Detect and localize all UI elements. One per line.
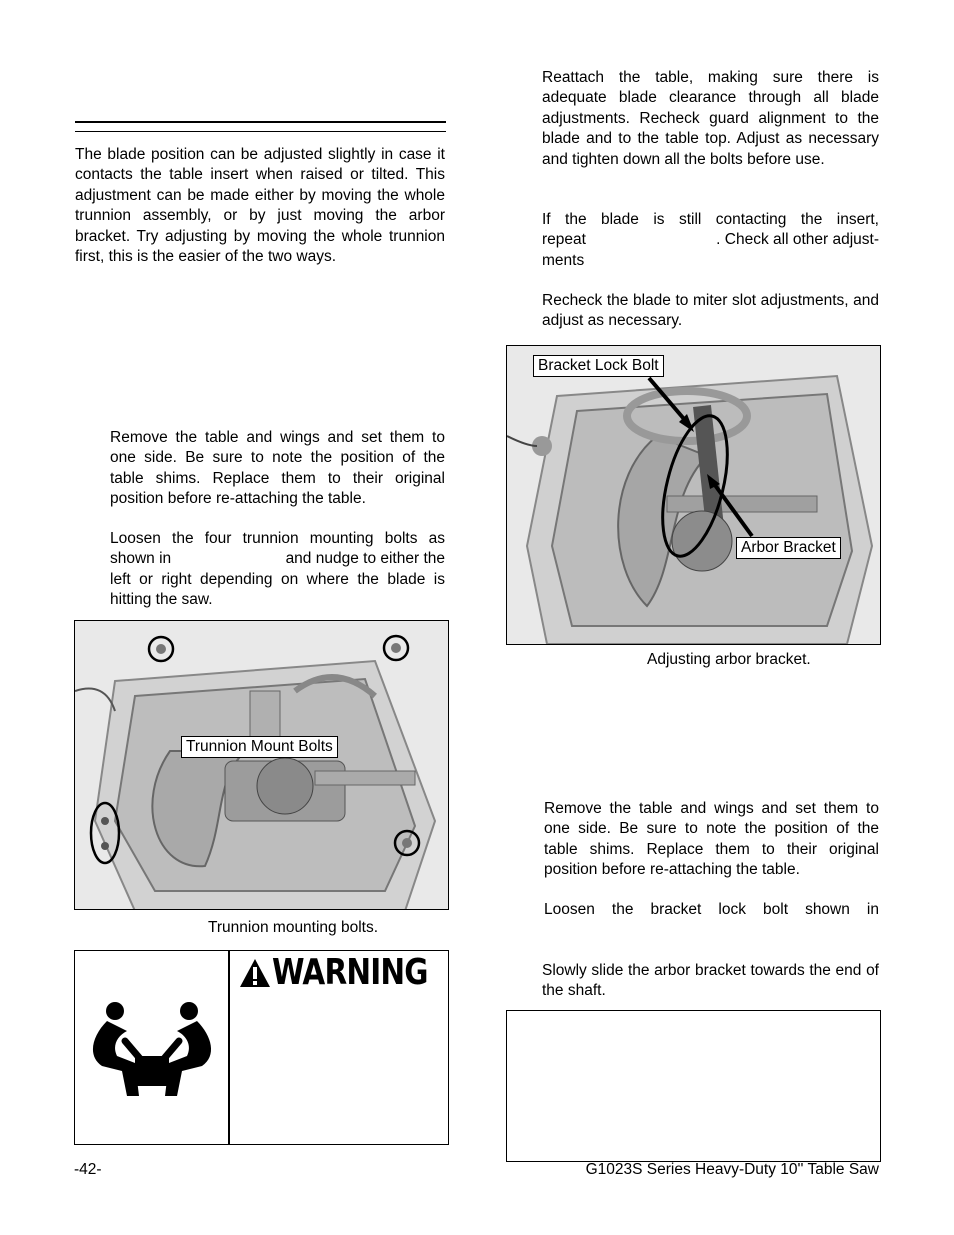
step-2-line-3: left or right depending on where the blade is hitting the saw. bbox=[110, 570, 445, 609]
right-step-1-remove-table: Remove the table and wings and set them to one side. Be sure to note the position of the table shims. Replace them to their original position before re-attaching the table. bbox=[544, 800, 879, 879]
trunnion-photo bbox=[74, 620, 449, 910]
if-line-2 bbox=[542, 230, 879, 250]
trunnion-mount-bolts-label: Trunnion Mount Bolts bbox=[181, 736, 338, 758]
step-2-loosen-bolts bbox=[110, 529, 445, 611]
right-notice-box bbox=[506, 1010, 881, 1162]
two-person-lift-icon bbox=[87, 1001, 217, 1101]
manual-title: G1023S Series Heavy-Duty 10'' Table Saw bbox=[585, 1161, 879, 1178]
section-rule bbox=[75, 121, 446, 123]
step-2-line-2-pre: shown in bbox=[110, 550, 172, 568]
bracket-lock-bolt-label: Bracket Lock Bolt bbox=[533, 355, 664, 377]
warning-divider bbox=[228, 951, 230, 1144]
page-number: -42- bbox=[74, 1161, 102, 1178]
trunnion-figure-caption: Trunnion mounting bolts. bbox=[208, 919, 379, 936]
if-line-3: ments bbox=[542, 251, 585, 269]
reattach-paragraph: Reattach the table, making sure there is adequate blade clearance through all blade adjustments. Recheck guard alignment to the blade and to the table top. Adjust as necessary and tighten down all the bolts before use. bbox=[542, 69, 879, 168]
warning-title: WARNING bbox=[272, 952, 428, 993]
recheck-paragraph: Recheck the blade to miter slot adjustments, and adjust as necessary. bbox=[542, 292, 879, 330]
arbor-bracket-label: Arbor Bracket bbox=[736, 537, 841, 559]
arbor-figure-caption: Adjusting arbor bracket. bbox=[647, 651, 811, 668]
if-blade-contacting-paragraph bbox=[542, 210, 879, 271]
warning-header bbox=[238, 952, 462, 993]
step-2-line-2-post: and nudge to either the bbox=[285, 550, 445, 568]
right-step-3-slide-bracket: Slowly slide the arbor bracket towards the end of the shaft. bbox=[542, 962, 879, 1000]
arbor-bracket-photo-illustration bbox=[507, 346, 880, 644]
section-rule-thin bbox=[75, 131, 446, 132]
warning-box bbox=[74, 950, 449, 1145]
trunnion-photo-illustration bbox=[75, 621, 448, 909]
if-line-2-post: . Check all other adjust- bbox=[716, 231, 879, 249]
step-2-line-1: Loosen the four trunnion mounting bolts as bbox=[110, 530, 445, 547]
step-2-line-2 bbox=[110, 549, 445, 569]
intro-paragraph: The blade position can be adjusted slightly in case it contacts the table insert when raised or tilted. This adjustment can be made either by moving the whole trunnion assembly, or by just moving the arbor bracket. Try adjusting by moving the whole trunnion first, this is the easier of the two ways. bbox=[75, 146, 445, 266]
if-line-2-pre: repeat bbox=[542, 231, 586, 249]
arbor-bracket-photo bbox=[506, 345, 881, 645]
if-line-1: If the blade is still contacting the insert, bbox=[542, 211, 879, 228]
warning-triangle-icon bbox=[238, 957, 272, 989]
step-1-remove-table: Remove the table and wings and set them to one side. Be sure to note the position of the table shims. Replace them to their original position before re-attaching the table. bbox=[110, 429, 445, 508]
right-step-2-loosen-bolt: Loosen the bracket lock bolt shown in bbox=[544, 901, 879, 918]
